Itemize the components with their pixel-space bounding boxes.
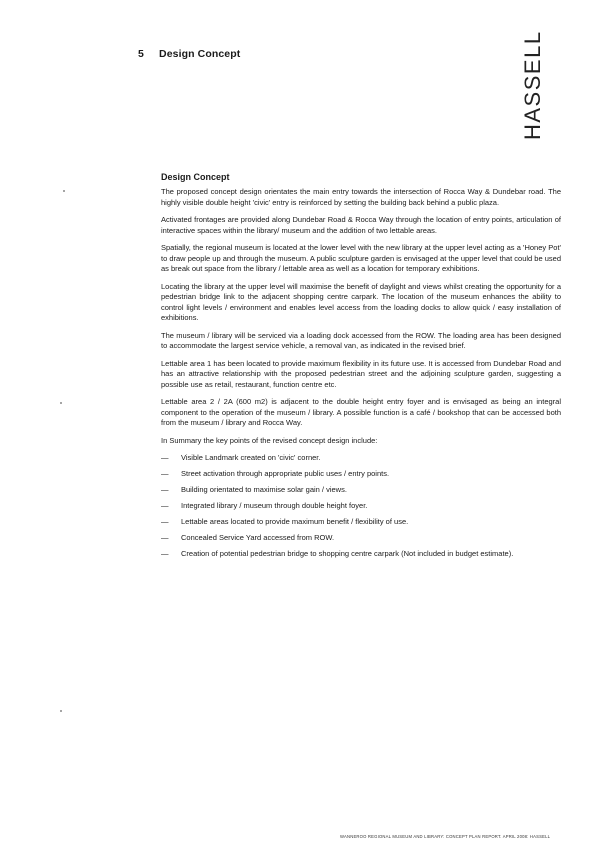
section-number: 5 — [138, 48, 144, 60]
bullet-text: Building orientated to maximise solar gain / views. — [181, 485, 347, 494]
bullet-item — [161, 533, 561, 544]
bullet-item — [161, 549, 561, 560]
scan-speck — [60, 710, 62, 712]
bullet-dash-icon: — — [161, 469, 169, 478]
bullet-text: Concealed Service Yard accessed from ROW. — [181, 533, 335, 542]
bullet-item — [161, 517, 561, 528]
body-paragraph: Locating the library at the upper level will maximise the benefit of daylight and views whilst creating the opportunity for a pedestrian bridge link to the adjacent shopping centre carpark. The location of the museum enhances the ability to control light levels / environment and enables level access from the loading docks to allow quick / easy installation of exhibitions. — [161, 281, 561, 322]
bullet-dash-icon: — — [161, 485, 169, 494]
body-paragraph: Spatially, the regional museum is located at the lower level with the new library at the upper level acting as a 'Honey Pot' to draw people up and through the museum. A public sculpture garden is envisaged at the upper level that could be used as break out space from the library / lettable area as well as a location for temporary exhibitions. — [161, 243, 561, 273]
body-paragraph: Lettable area 1 has been located to provide maximum flexibility in its future use. It is accessed from Dundebar Road and has an attractive relationship with the proposed pedestrian street and the adjoining sculpture garden, suggesting a possible use as retail, restaurant, function centre etc. — [161, 358, 561, 389]
bullet-item — [161, 485, 561, 496]
bullet-text: Creation of potential pedestrian bridge to shopping centre carpark (Not included in budget estimate). — [181, 549, 514, 558]
main-content — [161, 172, 561, 565]
body-paragraph: The museum / library will be serviced via a loading dock accessed from the ROW. The loading area has been designed to accommodate the largest service vehicle, a removal van, as indicated in the revised brief. — [161, 330, 561, 350]
bullet-item — [161, 469, 561, 480]
scan-speck — [63, 190, 65, 192]
scan-speck — [60, 402, 62, 404]
body-paragraph: Activated frontages are provided along Dundebar Road & Rocca Way through the location of entry points, articulation of interactive spaces within the library/ museum and the addition of two lettable areas. — [161, 215, 561, 235]
bullet-text: Lettable areas located to provide maximum benefit / flexibility of use. — [181, 517, 409, 526]
body-paragraph: The proposed concept design orientates the main entry towards the intersection of Rocca Way & Dundebar road. The highly visible double height 'civic' entry is reinforced by setting the building back behind a public plaza. — [161, 187, 561, 207]
bullet-item — [161, 501, 561, 512]
bullet-text: Integrated library / museum through double height foyer. — [181, 501, 368, 510]
hassell-logo: HASSELL — [520, 30, 545, 140]
paragraph-list — [161, 187, 561, 446]
page-header — [138, 48, 240, 60]
bullet-list — [161, 453, 561, 560]
bullet-dash-icon: — — [161, 533, 169, 542]
bullet-text: Visible Landmark created on 'civic' corner. — [181, 453, 321, 462]
body-paragraph: Lettable area 2 / 2A (600 m2) is adjacent to the double height entry foyer and is envisaged as being an integral component to the operation of the museum / library. A possible function is a café / bookshop that can be accessed both from the museum / library and Rocca Way. — [161, 397, 561, 427]
bullet-dash-icon: — — [161, 517, 169, 526]
bullet-dash-icon: — — [161, 453, 169, 462]
bullet-dash-icon: — — [161, 549, 169, 558]
section-title: Design Concept — [161, 172, 230, 182]
body-paragraph: In Summary the key points of the revised concept design include: — [161, 435, 378, 445]
section-heading: Design Concept — [159, 48, 241, 60]
bullet-text: Street activation through appropriate public uses / entry points. — [181, 469, 390, 478]
page-footer: WANNEROO REGIONAL MUSEUM AND LIBRARY: CONCEPT PLAN REPORT. APRIL 2008: HASSELL — [340, 834, 551, 839]
bullet-item — [161, 453, 561, 464]
bullet-dash-icon: — — [161, 501, 169, 510]
